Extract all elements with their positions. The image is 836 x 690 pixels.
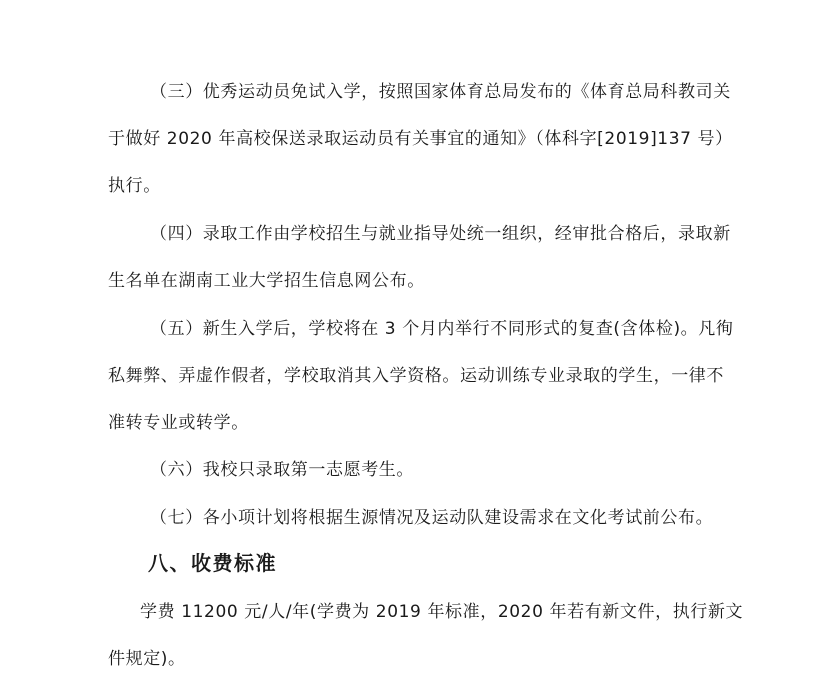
paragraph-5-line-1: （五）新生入学后，学校将在 3 个月内举行不同形式的复查(含体检)。凡徇 bbox=[150, 319, 734, 339]
paragraph-5-line-2: 私舞弊、弄虚作假者，学校取消其入学资格。运动训练专业录取的学生，一律不 bbox=[108, 366, 724, 386]
fee-line-2: 件规定)。 bbox=[108, 649, 186, 669]
section-heading-fees: 八、收费标准 bbox=[148, 551, 277, 575]
paragraph-3-line-3: 执行。 bbox=[108, 176, 161, 196]
fee-line-1: 学费 11200 元/人/年(学费为 2019 年标准，2020 年若有新文件，执行新文 bbox=[140, 602, 744, 622]
paragraph-5-line-3: 准转专业或转学。 bbox=[108, 413, 249, 433]
paragraph-7-line-1: （七）各小项计划将根据生源情况及运动队建设需求在文化考试前公布。 bbox=[150, 508, 714, 528]
paragraph-3-line-2: 于做好 2020 年高校保送录取运动员有关事宜的通知》（体科字[2019]137 号） bbox=[108, 129, 733, 149]
paragraph-3-line-1: （三）优秀运动员免试入学，按照国家体育总局发布的《体育总局科教司关 bbox=[150, 82, 731, 102]
paragraph-4-line-1: （四）录取工作由学校招生与就业指导处统一组织，经审批合格后，录取新 bbox=[150, 224, 731, 244]
paragraph-6-line-1: （六）我校只录取第一志愿考生。 bbox=[150, 460, 414, 480]
paragraph-4-line-2: 生名单在湖南工业大学招生信息网公布。 bbox=[108, 271, 425, 291]
